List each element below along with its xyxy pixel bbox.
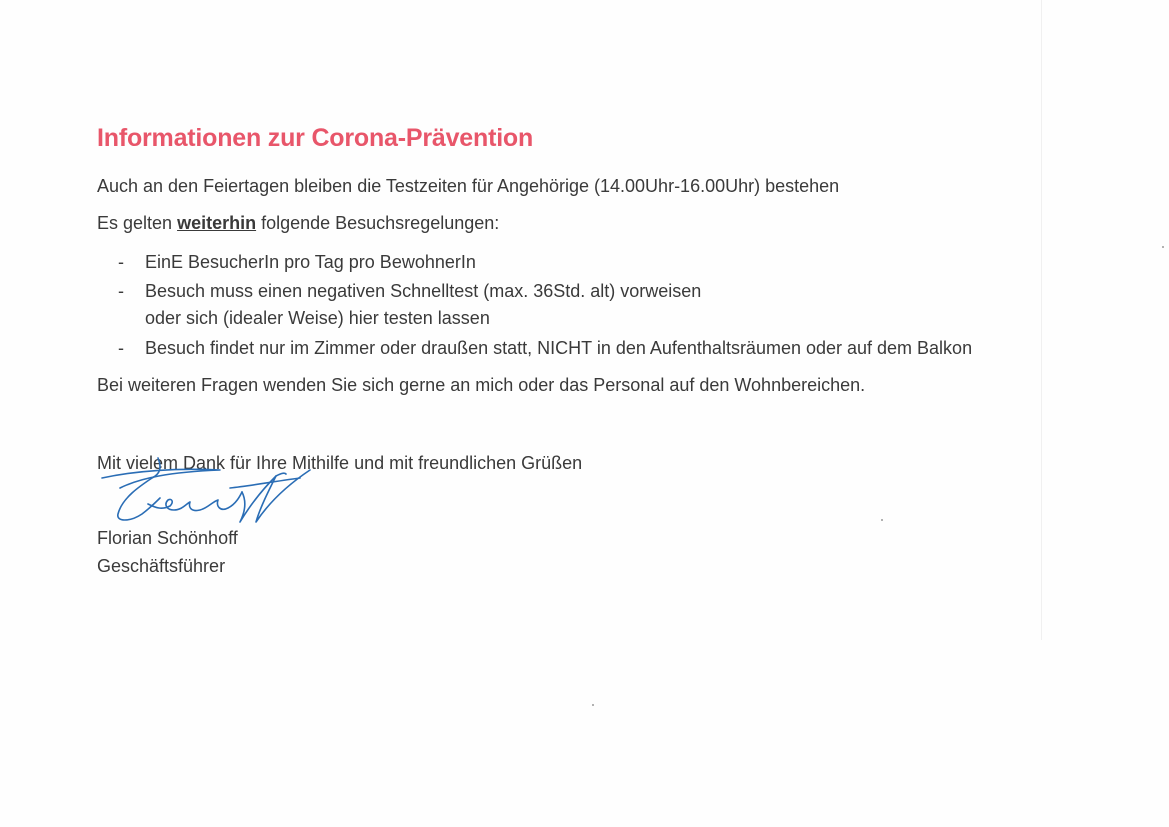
intro-text: Auch an den Feiertagen bleiben die Testzeiten für Angehörige (14.00Uhr-16.00Uhr) bestehen (97, 176, 840, 196)
closing-text: Mit vielem Dank für Ihre Mithilfe und mit freundlichen Grüßen (97, 453, 583, 473)
scan-edge-line (1041, 0, 1042, 640)
rule-item-3: Besuch findet nur im Zimmer oder draußen statt, NICHT in den Aufenthaltsräumen oder auf dem Balkon (145, 338, 973, 358)
rules-intro-emphasis: weiterhin (177, 213, 257, 233)
rules-intro (97, 212, 499, 234)
rule-item-2-line-2: oder sich (idealer Weise) hier testen lassen (145, 308, 490, 328)
bullet-marker-1: - (118, 252, 124, 272)
scan-speck (592, 704, 594, 706)
bullet-marker-2: - (118, 281, 124, 301)
scan-speck (1162, 246, 1164, 248)
signer-role: Geschäftsführer (97, 556, 226, 576)
document-title: Informationen zur Corona-Prävention (97, 124, 534, 152)
questions-text: Bei weiteren Fragen wenden Sie sich gerne an mich oder das Personal auf den Wohnbereichen. (97, 375, 866, 395)
rules-intro-suffix: folgende Besuchsregelungen: (256, 213, 500, 233)
rules-intro-prefix: Es gelten (97, 213, 178, 233)
bullet-marker-3: - (118, 338, 124, 358)
signer-name: Florian Schönhoff (97, 528, 238, 548)
scan-speck (881, 519, 883, 521)
rule-item-2-line-1: Besuch muss einen negativen Schnelltest (max. 36Std. alt) vorweisen (145, 281, 702, 301)
handwritten-signature (100, 448, 330, 558)
rule-item-1: EinE BesucherIn pro Tag pro BewohnerIn (145, 252, 476, 272)
